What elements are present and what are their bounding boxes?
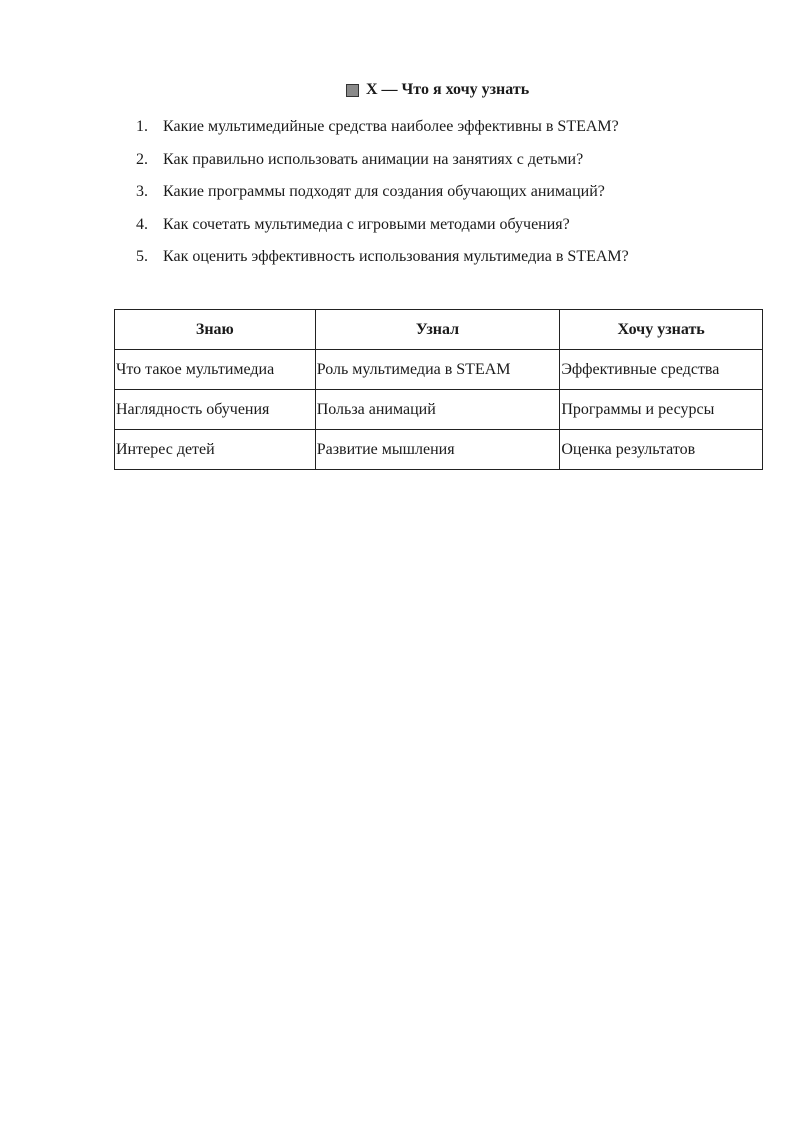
- list-item-number: 4.: [136, 215, 148, 233]
- kwl-table: [114, 309, 763, 470]
- list-item: [136, 116, 629, 149]
- list-item-text: Какие мультимедийные средства наиболее эффективны в STEAM?: [163, 118, 619, 135]
- list-item-number: 5.: [136, 248, 148, 265]
- list-item-number: 2.: [136, 150, 148, 168]
- table-header-row: [115, 310, 763, 350]
- table-cell: Эффективные средства: [560, 350, 763, 390]
- list-item-text: Какие программы подходят для создания обучающих анимаций?: [163, 183, 605, 200]
- table-row: [115, 430, 763, 470]
- table-header-learned: Узнал: [315, 310, 560, 350]
- list-item-text: Как сочетать мультимедиа с игровыми методами обучения?: [163, 215, 570, 233]
- table-row: [115, 350, 763, 390]
- table-cell: Программы и ресурсы: [560, 390, 763, 430]
- table-header-want: Хочу узнать: [560, 310, 763, 350]
- table-cell: Что такое мультимедиа: [115, 350, 316, 390]
- table-cell: Наглядность обучения: [115, 390, 316, 430]
- list-item: [136, 149, 629, 182]
- list-item-number: 3.: [136, 183, 148, 200]
- table-cell: Оценка результатов: [560, 430, 763, 470]
- list-item-text: Как правильно использовать анимации на занятиях с детьми?: [163, 150, 584, 168]
- table-cell: Интерес детей: [115, 430, 316, 470]
- section-heading: [346, 80, 529, 100]
- table-cell: Развитие мышления: [315, 430, 560, 470]
- section-title: X — Что я хочу узнать: [366, 81, 530, 98]
- list-item: [136, 181, 629, 214]
- table-cell: Польза анимаций: [315, 390, 560, 430]
- table-header-know: Знаю: [115, 310, 316, 350]
- list-item-text: Как оценить эффективность использования мультимедиа в STEAM?: [163, 248, 629, 265]
- table-cell: Роль мультимедиа в STEAM: [315, 350, 560, 390]
- list-item: [136, 246, 629, 279]
- table-row: [115, 390, 763, 430]
- question-list: [136, 116, 629, 279]
- list-item: [136, 214, 629, 247]
- gray-square-icon: [346, 84, 359, 97]
- list-item-number: 1.: [136, 118, 148, 135]
